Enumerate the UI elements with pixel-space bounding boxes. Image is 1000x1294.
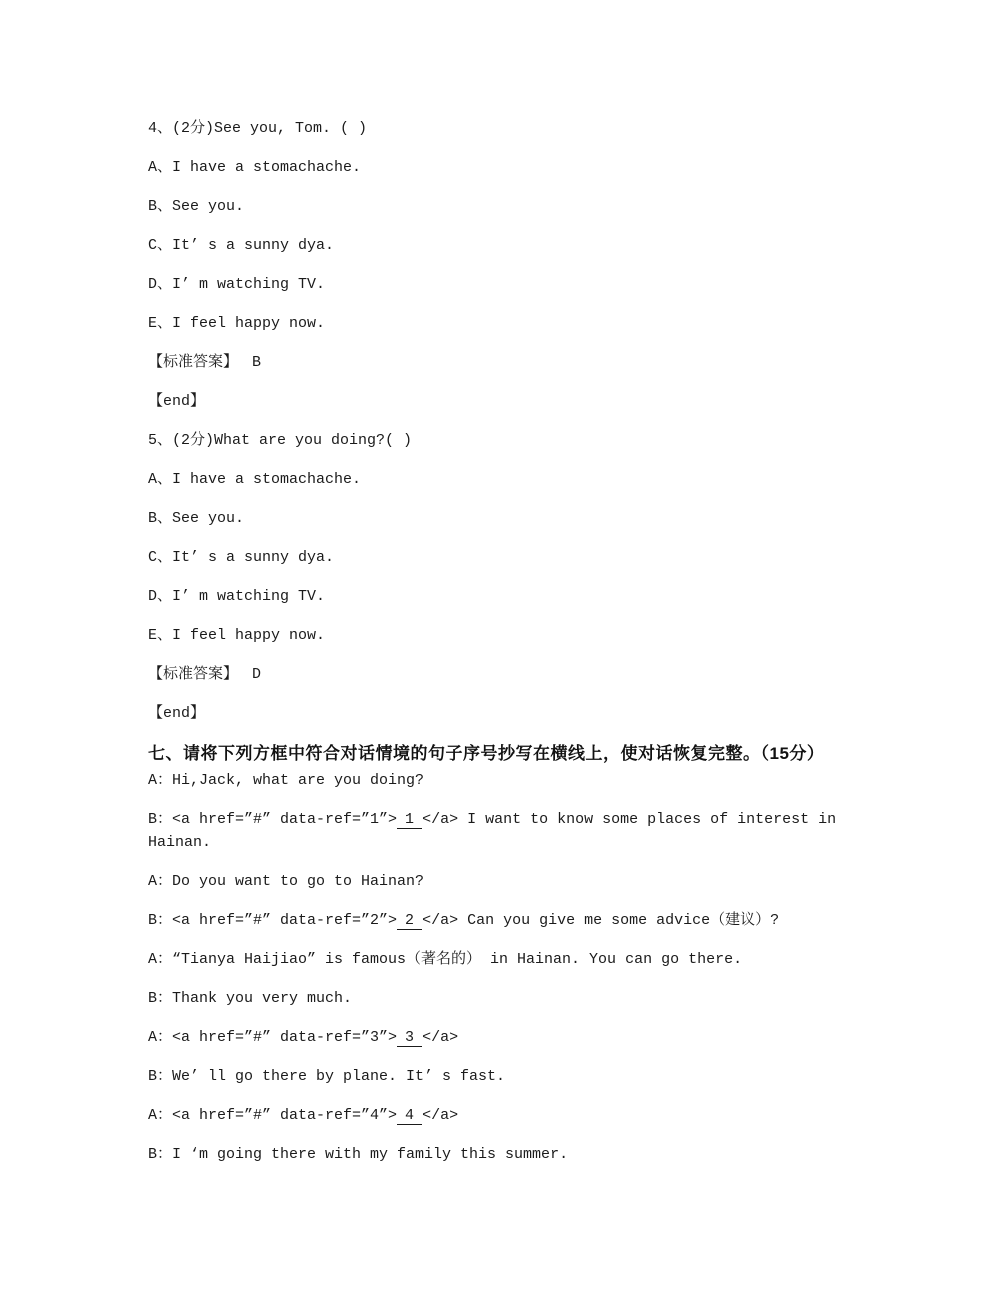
blank-underline-3: 3 bbox=[397, 1029, 422, 1047]
dialogue-text: </a> bbox=[422, 1107, 459, 1124]
dialogue-text: A：“Tianya Haijiao” is famous（著名的） in Hainan. You can go there. bbox=[148, 951, 743, 968]
question-option-d: D、I’ m watching TV. bbox=[148, 276, 326, 293]
section-seven bbox=[148, 744, 855, 1166]
end-marker: 【end】 bbox=[148, 393, 206, 410]
dialogue-text: </a> I want to know some places of interest in Hainan. bbox=[148, 811, 846, 851]
question-block-5 bbox=[148, 432, 855, 722]
dialogue-line-b2 bbox=[148, 909, 855, 932]
section-heading: 七、请将下列方框中符合对话情境的句子序号抄写在横线上，使对话恢复完整。（15分） bbox=[148, 744, 825, 763]
dialogue-text: B：<a href=”#” data-ref=”2”> bbox=[148, 912, 398, 929]
dialogue-line-a2 bbox=[148, 870, 855, 893]
dialogue-text: A：Hi,Jack, what are you doing? bbox=[148, 772, 425, 789]
dialogue-line-a4 bbox=[148, 1026, 855, 1049]
blank-underline-1: 1 bbox=[397, 811, 422, 829]
dialogue-text: B：We’ ll go there by plane. It’ s fast. bbox=[148, 1068, 506, 1085]
end-marker: 【end】 bbox=[148, 705, 206, 722]
question-option-c: C、It’ s a sunny dya. bbox=[148, 237, 335, 254]
question-option-b: B、See you. bbox=[148, 510, 245, 527]
question-option-c: C、It’ s a sunny dya. bbox=[148, 549, 335, 566]
blank-underline-4: 4 bbox=[397, 1107, 422, 1125]
question-option-e: E、I feel happy now. bbox=[148, 315, 326, 332]
answer-value: B bbox=[252, 354, 262, 371]
question-option-d: D、I’ m watching TV. bbox=[148, 588, 326, 605]
dialogue-line-a1 bbox=[148, 769, 855, 792]
dialogue-line-b1 bbox=[148, 808, 855, 854]
question-prompt: 4、(2分)See you, Tom. ( ) bbox=[148, 120, 368, 137]
dialogue-line-b4 bbox=[148, 1065, 855, 1088]
answer-value: D bbox=[252, 666, 262, 683]
dialogue-text: B：Thank you very much. bbox=[148, 990, 353, 1007]
dialogue-text: </a> bbox=[422, 1029, 459, 1046]
dialogue-line-b3 bbox=[148, 987, 855, 1010]
dialogue-text: </a> Can you give me some advice（建议）? bbox=[422, 912, 780, 929]
dialogue bbox=[148, 769, 855, 1166]
question-block-4 bbox=[148, 120, 855, 410]
question-prompt: 5、(2分)What are you doing?( ) bbox=[148, 432, 413, 449]
question-option-a: A、I have a stomachache. bbox=[148, 159, 362, 176]
answer-line bbox=[148, 354, 855, 371]
question-option-b: B、See you. bbox=[148, 198, 245, 215]
question-option-e: E、I feel happy now. bbox=[148, 627, 326, 644]
answer-line bbox=[148, 666, 855, 683]
dialogue-line-a3 bbox=[148, 948, 855, 971]
dialogue-text: A：<a href=”#” data-ref=”4”> bbox=[148, 1107, 398, 1124]
dialogue-line-a5 bbox=[148, 1104, 855, 1127]
answer-label: 【标准答案】 bbox=[148, 666, 239, 683]
dialogue-text: A：<a href=”#” data-ref=”3”> bbox=[148, 1029, 398, 1046]
answer-label: 【标准答案】 bbox=[148, 354, 239, 371]
dialogue-line-b5 bbox=[148, 1143, 855, 1166]
question-option-a: A、I have a stomachache. bbox=[148, 471, 362, 488]
blank-underline-2: 2 bbox=[397, 912, 422, 930]
dialogue-text: B：<a href=”#” data-ref=”1”> bbox=[148, 811, 398, 828]
dialogue-text: B：I ‘m going there with my family this summer. bbox=[148, 1146, 569, 1163]
dialogue-text: A：Do you want to go to Hainan? bbox=[148, 873, 425, 890]
